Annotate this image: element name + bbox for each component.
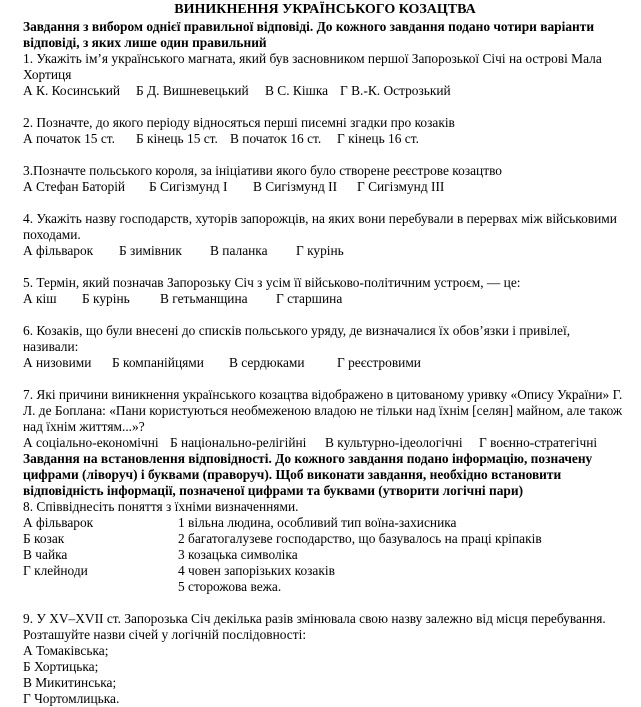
q8-right-item: 5 сторожова вежа. (178, 579, 282, 594)
q3-options (23, 179, 627, 195)
q8-right-item: 4 човен запорізьких козаків (178, 563, 335, 578)
q5-text: 5. Термін, який позначав Запорозьку Січ з усім її військово-політичним устроєм, — це: (23, 275, 521, 290)
q8-left-item: Г клейноди (23, 563, 88, 578)
q8-left-item (23, 579, 178, 595)
q8-row (23, 547, 627, 563)
q8-row (23, 531, 627, 547)
q5-option-c: В гетьманщина (160, 291, 248, 306)
q3-option-c: В Сигізмунд ІІ (253, 179, 338, 194)
q5-options (23, 291, 627, 307)
q4-text: 4. Укажіть назву господарств, хуторів запорожців, на яких вони перебували в перервах між військовими походами. (23, 211, 617, 242)
q6-option-a: А низовими (23, 355, 92, 370)
q6-option-c: В сердюками (229, 355, 305, 370)
q8-left-item: А фільварок (23, 515, 94, 530)
q9-list (23, 643, 627, 707)
document-title: ВИНИКНЕННЯ УКРАЇНСЬКОГО КОЗАЦТВА (174, 2, 476, 17)
q3-option-a: А Стефан Баторій (23, 179, 126, 194)
q4-options (23, 243, 627, 259)
q9-item: А Томаківська; (23, 643, 109, 658)
q5-option-a: А кіш (23, 291, 57, 306)
q6-text: 6. Козаків, що були внесені до списків польського уряду, де визначалися їх обов’язки і привілеї, називали: (23, 323, 571, 354)
q9-text: 9. У XV–XVII ст. Запорозька Січ декілька разів змінювала свою назву залежно від місця перебування. Розташуйте назви січей у логічній послідовності: (23, 611, 606, 642)
q1-text: 1. Укажіть ім’я українського магната, який був засновником першої Запорозької Січі на острові Мала Хортиця (23, 51, 602, 82)
q8-row (23, 579, 627, 595)
q9-item: Г Чортомлицька. (23, 691, 120, 706)
q2-option-d: Г кінець 16 ст. (337, 131, 419, 146)
q4-option-a: А фільварок (23, 243, 94, 258)
q6-option-d: Г реєстровими (337, 355, 421, 370)
section2-header: Завдання на встановлення відповідності. До кожного завдання подано інформацію, позначену цифрами (ліворуч) і буквами (праворуч). Щоб виконати завдання, необхідно встановити відповідність інформації, позначеної цифрами та буквами (утворити логічні пари) (23, 451, 593, 498)
q7-option-d: Г воєнно-стратегічні (479, 435, 598, 450)
q1-option-d: Г В.-К. Острозький (340, 83, 451, 98)
q8-row (23, 515, 627, 531)
q7-option-a: А соціально-економічні (23, 435, 159, 450)
q7-option-c: В культурно-ідеологічні (325, 435, 463, 450)
q2-text: 2. Позначте, до якого періоду відносяться перші писемні згадки про козаків (23, 115, 455, 130)
q1-option-a: А К. Косинський (23, 83, 121, 98)
q9-item: Б Хортицька; (23, 659, 99, 674)
q8-right-item: 1 вільна людина, особливий тип воїна-захисника (178, 515, 457, 530)
q8-left-item: Б козак (23, 531, 65, 546)
q1-option-c: В С. Кішка (265, 83, 329, 98)
q2-option-c: В початок 16 ст. (230, 131, 322, 146)
q7-option-b: Б національно-релігійні (170, 435, 307, 450)
q5-option-d: Г старшина (276, 291, 343, 306)
q9-item: В Микитинська; (23, 675, 117, 690)
q8-text: 8. Співвіднесіть поняття з їхніми визначеннями. (23, 499, 299, 514)
q5-option-b: Б курінь (82, 291, 130, 306)
q2-options (23, 131, 627, 147)
q3-option-d: Г Сигізмунд ІІІ (357, 179, 445, 194)
q1-options (23, 83, 627, 99)
q4-option-c: В паланка (210, 243, 268, 258)
section1-header: Завдання з вибором однієї правильної відповіді. До кожного завдання подано чотири варіанти відповіді, з яких лише один правильний (23, 19, 595, 50)
q8-right-item: 2 багатогалузеве господарство, що базувалось на праці кріпаків (178, 531, 542, 546)
q7-options (23, 435, 627, 451)
q7-text: 7. Які причини виникнення українського козацтва відображено в цитованому уривку «Опису України» Г. Л. де Боплана: «Пани користуються необмеженою владою не тільки над їхнім [селян] майном, але також над їхнім життям...»? (23, 387, 623, 434)
q8-left-item: В чайка (23, 547, 68, 562)
q2-option-b: Б кінець 15 ст. (136, 131, 218, 146)
q8-row (23, 563, 627, 579)
q3-option-b: Б Сигізмунд І (149, 179, 228, 194)
q6-options (23, 355, 627, 371)
q2-option-a: А початок 15 ст. (23, 131, 115, 146)
q3-text: 3.Позначте польського короля, за ініціативи якого було створене реєстрове козацтво (23, 163, 502, 178)
q8-matching-table (23, 515, 627, 595)
q1-option-b: Б Д. Вишневецький (136, 83, 249, 98)
q6-option-b: Б компанійцями (112, 355, 204, 370)
q8-right-item: 3 козацька символіка (178, 547, 298, 562)
q4-option-d: Г курінь (296, 243, 344, 258)
q4-option-b: Б зимівник (119, 243, 182, 258)
